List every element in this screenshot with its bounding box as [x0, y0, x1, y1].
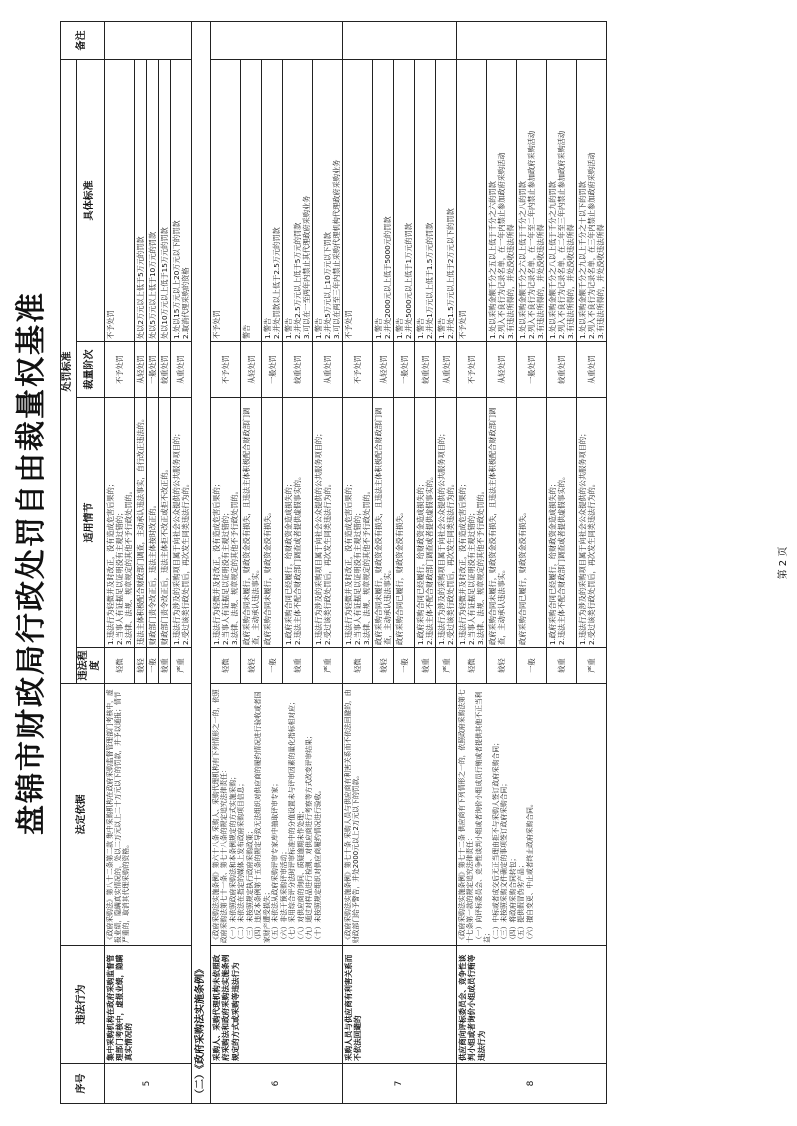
- remark-cell: [104, 22, 191, 60]
- header-standard: 处罚标准: [61, 60, 77, 684]
- level-cell: 从轻处罚: [134, 342, 146, 398]
- situation-cell: 1.违法行为轻微并及时改正，没有造成危害后果的； 2.当事人有证据足以证明没有主观过错的； 3.法律、法规、规章规定的其他不予行政处罚的。: [104, 398, 134, 648]
- detail-cell: 1.处以采购金额千分之五以上低于千分之六的罚款 2.列入不良行为记录名单，在一年内禁止参加政府采购活动 3.有违法所得的，并处没收违法所得: [487, 60, 517, 342]
- table-row: [343, 22, 373, 1104]
- level-cell: 较重处罚: [415, 342, 436, 398]
- section-row: [191, 22, 211, 1104]
- header-act: 违法行为: [61, 946, 105, 1064]
- item-violation: 采购人员与供应商有利害关系而不依法回避的: [343, 946, 457, 1064]
- detail-cell: 1.处以采购金额千分之九以上千分之十以下的罚款 2.列入不良行为记录名单，在三年内禁止参加政府采购活动 3.有违法所得的，并处没收违法所得: [577, 60, 607, 342]
- degree-cell: 较重: [547, 648, 577, 684]
- situation-cell: 1.违法行为涉及的采购项目属于向社会公众提供的公共服务项目的； 2.受过该类行政处罚后，再次发生同类违法行为的。: [313, 398, 343, 648]
- detail-cell: 1.警告 2.并处5000元以上低于1万元的罚款: [394, 60, 415, 342]
- header-level: 裁量阶次: [76, 342, 104, 398]
- level-cell: 不予处罚: [343, 342, 373, 398]
- situation-cell: 1.政府采购合同已经履行，给财政资金造成损失的； 2.违法主体不配合财政部门调查或者提供虚假事实的。: [547, 398, 577, 648]
- degree-cell: 一般: [517, 648, 547, 684]
- header-seq: 序号: [61, 1064, 105, 1104]
- degree-cell: 严重: [313, 648, 343, 684]
- page-number: 第 2 页: [778, 546, 789, 580]
- detail-cell: 处以2万元以上低于5万元的罚款: [134, 60, 146, 342]
- situation-cell: 财政部门责令改正后，违法主体按时改正的。: [146, 398, 158, 648]
- level-cell: 较重处罚: [547, 342, 577, 398]
- table-row: [211, 22, 241, 1104]
- item-violation: 集中采购机构在政府采购监督管理部门考核中，虚报业绩，隐瞒真实情况的: [104, 946, 191, 1064]
- remark-cell: [211, 22, 343, 60]
- page-title: 盘锦市财政局行政处罚自由裁量权基准: [14, 291, 49, 835]
- detail-cell: 警告: [241, 60, 262, 342]
- situation-cell: 政府采购合同未履行，财政资金没有损失，且违法主体积极配合财政部门调查，主动承认违法事实。: [487, 398, 517, 648]
- detail-cell: 1.警告 2.并处5万元以上10万元以下罚款 3.可以在两至三年内禁止采购代理机构代理政府采购业务: [313, 60, 343, 342]
- header-remark: 备注: [61, 22, 105, 60]
- degree-cell: 一般: [146, 648, 158, 684]
- header-row-1: [61, 22, 77, 1104]
- level-cell: 不予处罚: [457, 342, 487, 398]
- degree-cell: 严重: [170, 648, 191, 684]
- table-row: [457, 22, 487, 1104]
- degree-cell: 较重: [158, 648, 170, 684]
- degree-cell: 较轻: [134, 648, 146, 684]
- detail-cell: 1.处以采购金额千分之八以上低于千分之九的罚款 2.列入不良行为记录名单，在二年至三年内禁止参加政府采购活动 3.有违法所得的，并处没收违法所得: [547, 60, 577, 342]
- detail-cell: 1.处以15万元以上20万元以下的罚款 2.取消代理采购的资格: [170, 60, 191, 342]
- situation-cell: 1.违法行为轻微并及时改正，没有造成危害后果的； 2.当事人有证据足以证明没有主观过错的； 3.法律、法规、规章规定的其他不予行政处罚的。: [211, 398, 241, 648]
- degree-cell: 较重: [415, 648, 436, 684]
- table-body: [104, 22, 607, 1104]
- situation-cell: 1.违法行为涉及的采购项目属于向社会公众提供的公共服务项目的； 2.受过该类行政处罚后，再次发生同类违法行为的。: [577, 398, 607, 648]
- situation-cell: 违法主体积极配合财政部门调查，主动承认违法事实，自行改正违法的。: [134, 398, 146, 648]
- item-legal-basis: 《政府采购法实施条例》第七十条 采购人员与供应商有利害关系而不依法回避的，由财政部门给予警告，并处2000元以上2万元以下的罚款。: [343, 684, 457, 946]
- level-cell: 从重处罚: [436, 342, 457, 398]
- situation-cell: 政府采购合同未履行，财政资金没有损失，且违法主体积极配合财政部门调查，主动承认违法事实。: [241, 398, 262, 648]
- situation-cell: 1.违法行为涉及的采购项目属于向社会公众提供的公共服务项目的； 2.受过该类行政处罚后，再次发生同类违法行为的。: [170, 398, 191, 648]
- degree-cell: 较轻: [241, 648, 262, 684]
- item-violation: 采购人、采购代理机构未依照政府采购法和政府采购法实施条例规定的方式或采购等违法行为: [211, 946, 343, 1064]
- level-cell: 较重处罚: [283, 342, 313, 398]
- level-cell: 一般处罚: [146, 342, 158, 398]
- level-cell: 从轻处罚: [241, 342, 262, 398]
- situation-cell: 1.违法行为轻微并及时改正，没有造成危害后果的； 2.当事人有证据足以证明没有主观过错的； 3.法律、法规、规章规定的其他不予行政处罚的。: [457, 398, 487, 648]
- level-cell: 较重处罚: [158, 342, 170, 398]
- item-legal-basis: 《政府采购法实施条例》第七十二条 供应商有下列情形之一的，依照政府采购法第七十七条第一款的规定追究法律责任： （一）向评标委员会、竞争性谈判小组或者询价小组成员行贿或者提供其他不正当利益； （二）中标或者成交后无正当理由拒不与采购人签订政府采购合同； （三）未按照采购文件确定的事项签订政府采购合同； （四）将政府采购合同转包； （五）提供假冒伪劣产品； （六）擅自变更、中止或者终止政府采购合同。: [457, 684, 607, 946]
- level-cell: 从重处罚: [577, 342, 607, 398]
- situation-cell: 1.违法行为轻微并及时改正，没有造成危害后果的； 2.当事人有证据足以证明没有主观过错的； 3.法律、法规、规章规定的其他不予行政处罚的。: [343, 398, 373, 648]
- item-seq: 7: [343, 1064, 457, 1104]
- level-cell: 不予处罚: [104, 342, 134, 398]
- detail-cell: 1.警告 2.并处2.5万元以上低于5万元的罚款 3.可以在一至两年内禁止其代理政府采购业务: [283, 60, 313, 342]
- remark-cell: [343, 22, 457, 60]
- remark-cell: [457, 22, 607, 60]
- situation-cell: 1.政府采购合同已经履行，给财政资金造成损失的； 2.违法主体不配合财政部门调查或者提供虚假事实的。: [415, 398, 436, 648]
- detail-cell: 处以5万元以上低于10万元的罚款: [146, 60, 158, 342]
- detail-cell: 1.警告 2.并处1万元以上低于1.5万元的罚款: [415, 60, 436, 342]
- situation-cell: 政府采购合同未履行，财政资金没有损失。: [262, 398, 283, 648]
- penalty-standard-table: [60, 21, 607, 1104]
- detail-cell: 不予处罚: [343, 60, 373, 342]
- level-cell: 一般处罚: [394, 342, 415, 398]
- level-cell: 从轻处罚: [487, 342, 517, 398]
- degree-cell: 严重: [577, 648, 607, 684]
- section-title: （二）《政府采购法实施条例》: [191, 22, 211, 1104]
- header-situation: 适用情节: [76, 398, 104, 648]
- item-legal-basis: 《政府采购法实施条例》第六十八条 采购人、采购代理机构有下列情形之一的，依照政府采购法第七十一条、第七十八条的规定追究法律责任： （一）未依照政府采购法和本条例规定的方式实施采购； （二）未依法在指定的媒体上发布政府采购项目信息； （三）未按照规定执行政府采购政策； （四）违反本条例第十五条的规定导致无法组织对供应商的履约情况进行验收或者国家财产遭受损失； （五）未依法从政府采购评审专家库中抽取评审专家； （六）非法干预采购评审活动； （七）采用综合评分法时评审标准中的分值设置未与评审因素的量化指标相对应； （八）对供应商的询问、质疑逾期未作处理； （九）通过对样品进行检测、对供应商进行考察等方式改变评审结果； （十）未按照规定组织对供应商履约情况进行验收。: [211, 684, 343, 946]
- item-violation: 供应商向评标委员会、竞争性谈判小组或者询价小组成员行贿等违法行为: [457, 946, 607, 1064]
- item-seq: 6: [211, 1064, 343, 1104]
- header-detail: 具体标准: [76, 60, 104, 342]
- detail-cell: 1.警告 2.并处罚款以上低于2.5万元的罚款: [262, 60, 283, 342]
- detail-cell: 1.警告 2.并处1.5万元以上低于2万元以下的罚款: [436, 60, 457, 342]
- header-basis: 法定依据: [61, 684, 105, 946]
- degree-cell: 较轻: [487, 648, 517, 684]
- situation-cell: 政府采购合同未履行，财政资金没有损失，且违法主体积极配合财政部门调查，主动承认违法事实。: [373, 398, 394, 648]
- detail-cell: 处以10万元以上低于15万元的罚款: [158, 60, 170, 342]
- detail-cell: 1.警告 2.并处2000元以上低于5000元的罚款: [373, 60, 394, 342]
- level-cell: 从重处罚: [170, 342, 191, 398]
- degree-cell: 较重: [283, 648, 313, 684]
- situation-cell: 政府采购合同已履行，财政资金没有损失。: [517, 398, 547, 648]
- item-legal-basis: 《政府采购法》第八十二条第二款 集中采购机构在政府采购监督管理部门考核中，虚报业绩，隐瞒真实情况的，处以二万元以上二十万元以下的罚款，并予以通报；情节严重的，取消其代理采购的资格。: [104, 684, 191, 946]
- degree-cell: 轻微: [343, 648, 373, 684]
- table-row: [104, 22, 134, 1104]
- detail-cell: 不予处罚: [211, 60, 241, 342]
- situation-cell: 财政部门责令改正后，违法主体拒不改正或拒不改正的。: [158, 398, 170, 648]
- degree-cell: 一般: [394, 648, 415, 684]
- degree-cell: 一般: [262, 648, 283, 684]
- situation-cell: 政府采购合同已履行，财政资金没有损失。: [394, 398, 415, 648]
- detail-cell: 不予处罚: [104, 60, 134, 342]
- level-cell: 不予处罚: [211, 342, 241, 398]
- detail-cell: 1.处以采购金额千分之六以上低于千分之八的罚款 2.列入不良行为记录名单，在一年至二年内禁止参加政府采购活动 3.有违法所得的，并处没收违法所得: [517, 60, 547, 342]
- degree-cell: 严重: [436, 648, 457, 684]
- degree-cell: 较轻: [373, 648, 394, 684]
- detail-cell: 不予处罚: [457, 60, 487, 342]
- situation-cell: 1.违法行为涉及的采购项目属于向社会公众提供的公共服务项目的； 2.受过该类行政处罚后，再次发生同类违法行为的。: [436, 398, 457, 648]
- level-cell: 一般处罚: [517, 342, 547, 398]
- degree-cell: 轻微: [211, 648, 241, 684]
- degree-cell: 轻微: [104, 648, 134, 684]
- item-seq: 8: [457, 1064, 607, 1104]
- level-cell: 从轻处罚: [373, 342, 394, 398]
- header-degree: 违法程度: [76, 648, 104, 684]
- level-cell: 一般处罚: [262, 342, 283, 398]
- level-cell: 从重处罚: [313, 342, 343, 398]
- degree-cell: 轻微: [457, 648, 487, 684]
- item-seq: 5: [104, 1064, 191, 1104]
- situation-cell: 1.政府采购合同已经履行，给财政资金造成损失的； 2.违法主体不配合财政部门调查或者提供虚假事实的。: [283, 398, 313, 648]
